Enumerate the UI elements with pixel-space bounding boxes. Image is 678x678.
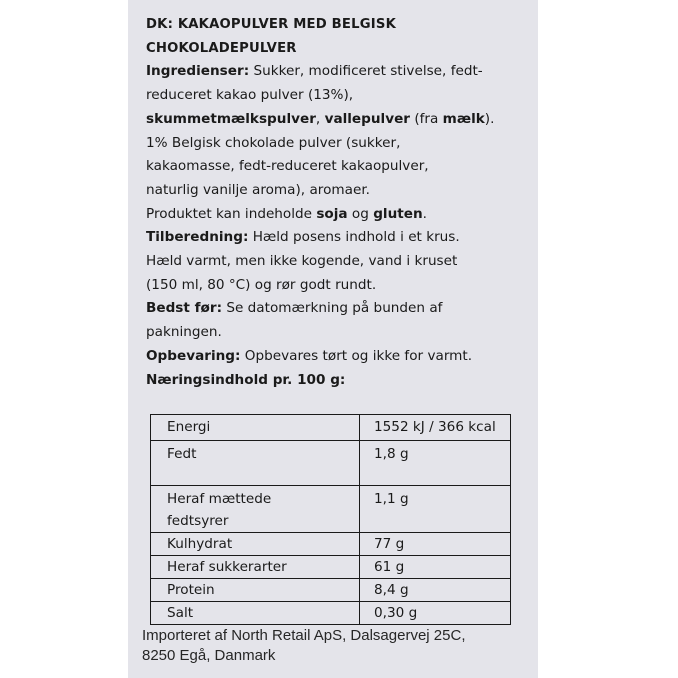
table-row xyxy=(151,441,511,486)
ingredients-line-2: reduceret kakao pulver (13%), xyxy=(146,87,354,104)
best-before-line-2: pakningen. xyxy=(146,324,222,341)
storage-heading: Opbevaring: xyxy=(146,347,241,364)
nutrient-value: 0,30 g xyxy=(360,602,511,625)
nutrition-heading: Næringsindhold pr. 100 g: xyxy=(146,371,346,388)
table-row xyxy=(151,579,511,602)
storage-line: Opbevaring: Opbevares tørt og ikke for varmt. xyxy=(146,347,473,364)
nutrition-table xyxy=(150,414,511,625)
table-row xyxy=(151,602,511,625)
nutrient-name: Kulhydrat xyxy=(151,533,360,556)
importer-line-2: 8250 Egå, Danmark xyxy=(142,647,276,664)
nutrient-value: 8,4 g xyxy=(360,579,511,602)
nutrient-name: Energi xyxy=(151,415,360,441)
ingredients-line-5: kakaomasse, fedt-reduceret kakaopulver, xyxy=(146,158,429,175)
nutrient-name: Salt xyxy=(151,602,360,625)
table-row xyxy=(151,415,511,441)
nutrient-name: Heraf sukkerarter xyxy=(151,556,360,579)
nutrient-name: Heraf mættede fedtsyrer xyxy=(151,486,360,533)
product-title-line-1: DK: KAKAOPULVER MED BELGISK xyxy=(146,17,396,32)
preparation-heading: Tilberedning: xyxy=(146,229,249,246)
nutrient-value: 1552 kJ / 366 kcal xyxy=(360,415,511,441)
allergen-statement: Produktet kan indeholde soja og gluten. xyxy=(146,205,427,222)
ingredients-line-6: naturlig vanilje aroma), aromaer. xyxy=(146,181,370,198)
preparation-line-1: Tilberedning: Hæld posens indhold i et krus. xyxy=(146,229,460,246)
nutrient-value: 1,1 g xyxy=(360,486,511,533)
ingredients-line-4: 1% Belgisk chokolade pulver (sukker, xyxy=(146,134,401,151)
preparation-line-3: (150 ml, 80 °C) og rør godt rundt. xyxy=(146,276,377,293)
nutrient-name: Protein xyxy=(151,579,360,602)
ingredients-heading: Ingredienser: xyxy=(146,63,250,80)
ingredients-line-3: skummetmælkspulver, vallepulver (fra mælk). xyxy=(146,110,495,127)
nutrient-value: 61 g xyxy=(360,556,511,579)
ingredients-line-1: Ingredienser: Sukker, modificeret stivelse, fedt- xyxy=(146,63,483,80)
nutrient-name: Fedt xyxy=(151,441,360,486)
preparation-line-2: Hæld varmt, men ikke kogende, vand i kruset xyxy=(146,253,458,270)
nutrient-value: 77 g xyxy=(360,533,511,556)
importer-info xyxy=(142,626,465,666)
table-row xyxy=(151,556,511,579)
table-row xyxy=(151,533,511,556)
product-title-line-2: CHOKOLADEPULVER xyxy=(146,40,297,56)
nutrient-value: 1,8 g xyxy=(360,441,511,486)
label-text xyxy=(146,13,526,392)
table-row xyxy=(151,486,511,533)
best-before-heading: Bedst før: xyxy=(146,300,223,317)
best-before-line-1: Bedst før: Se datomærkning på bunden af xyxy=(146,300,443,317)
importer-line-1: Importeret af North Retail ApS, Dalsagervej 25C, xyxy=(142,627,466,644)
